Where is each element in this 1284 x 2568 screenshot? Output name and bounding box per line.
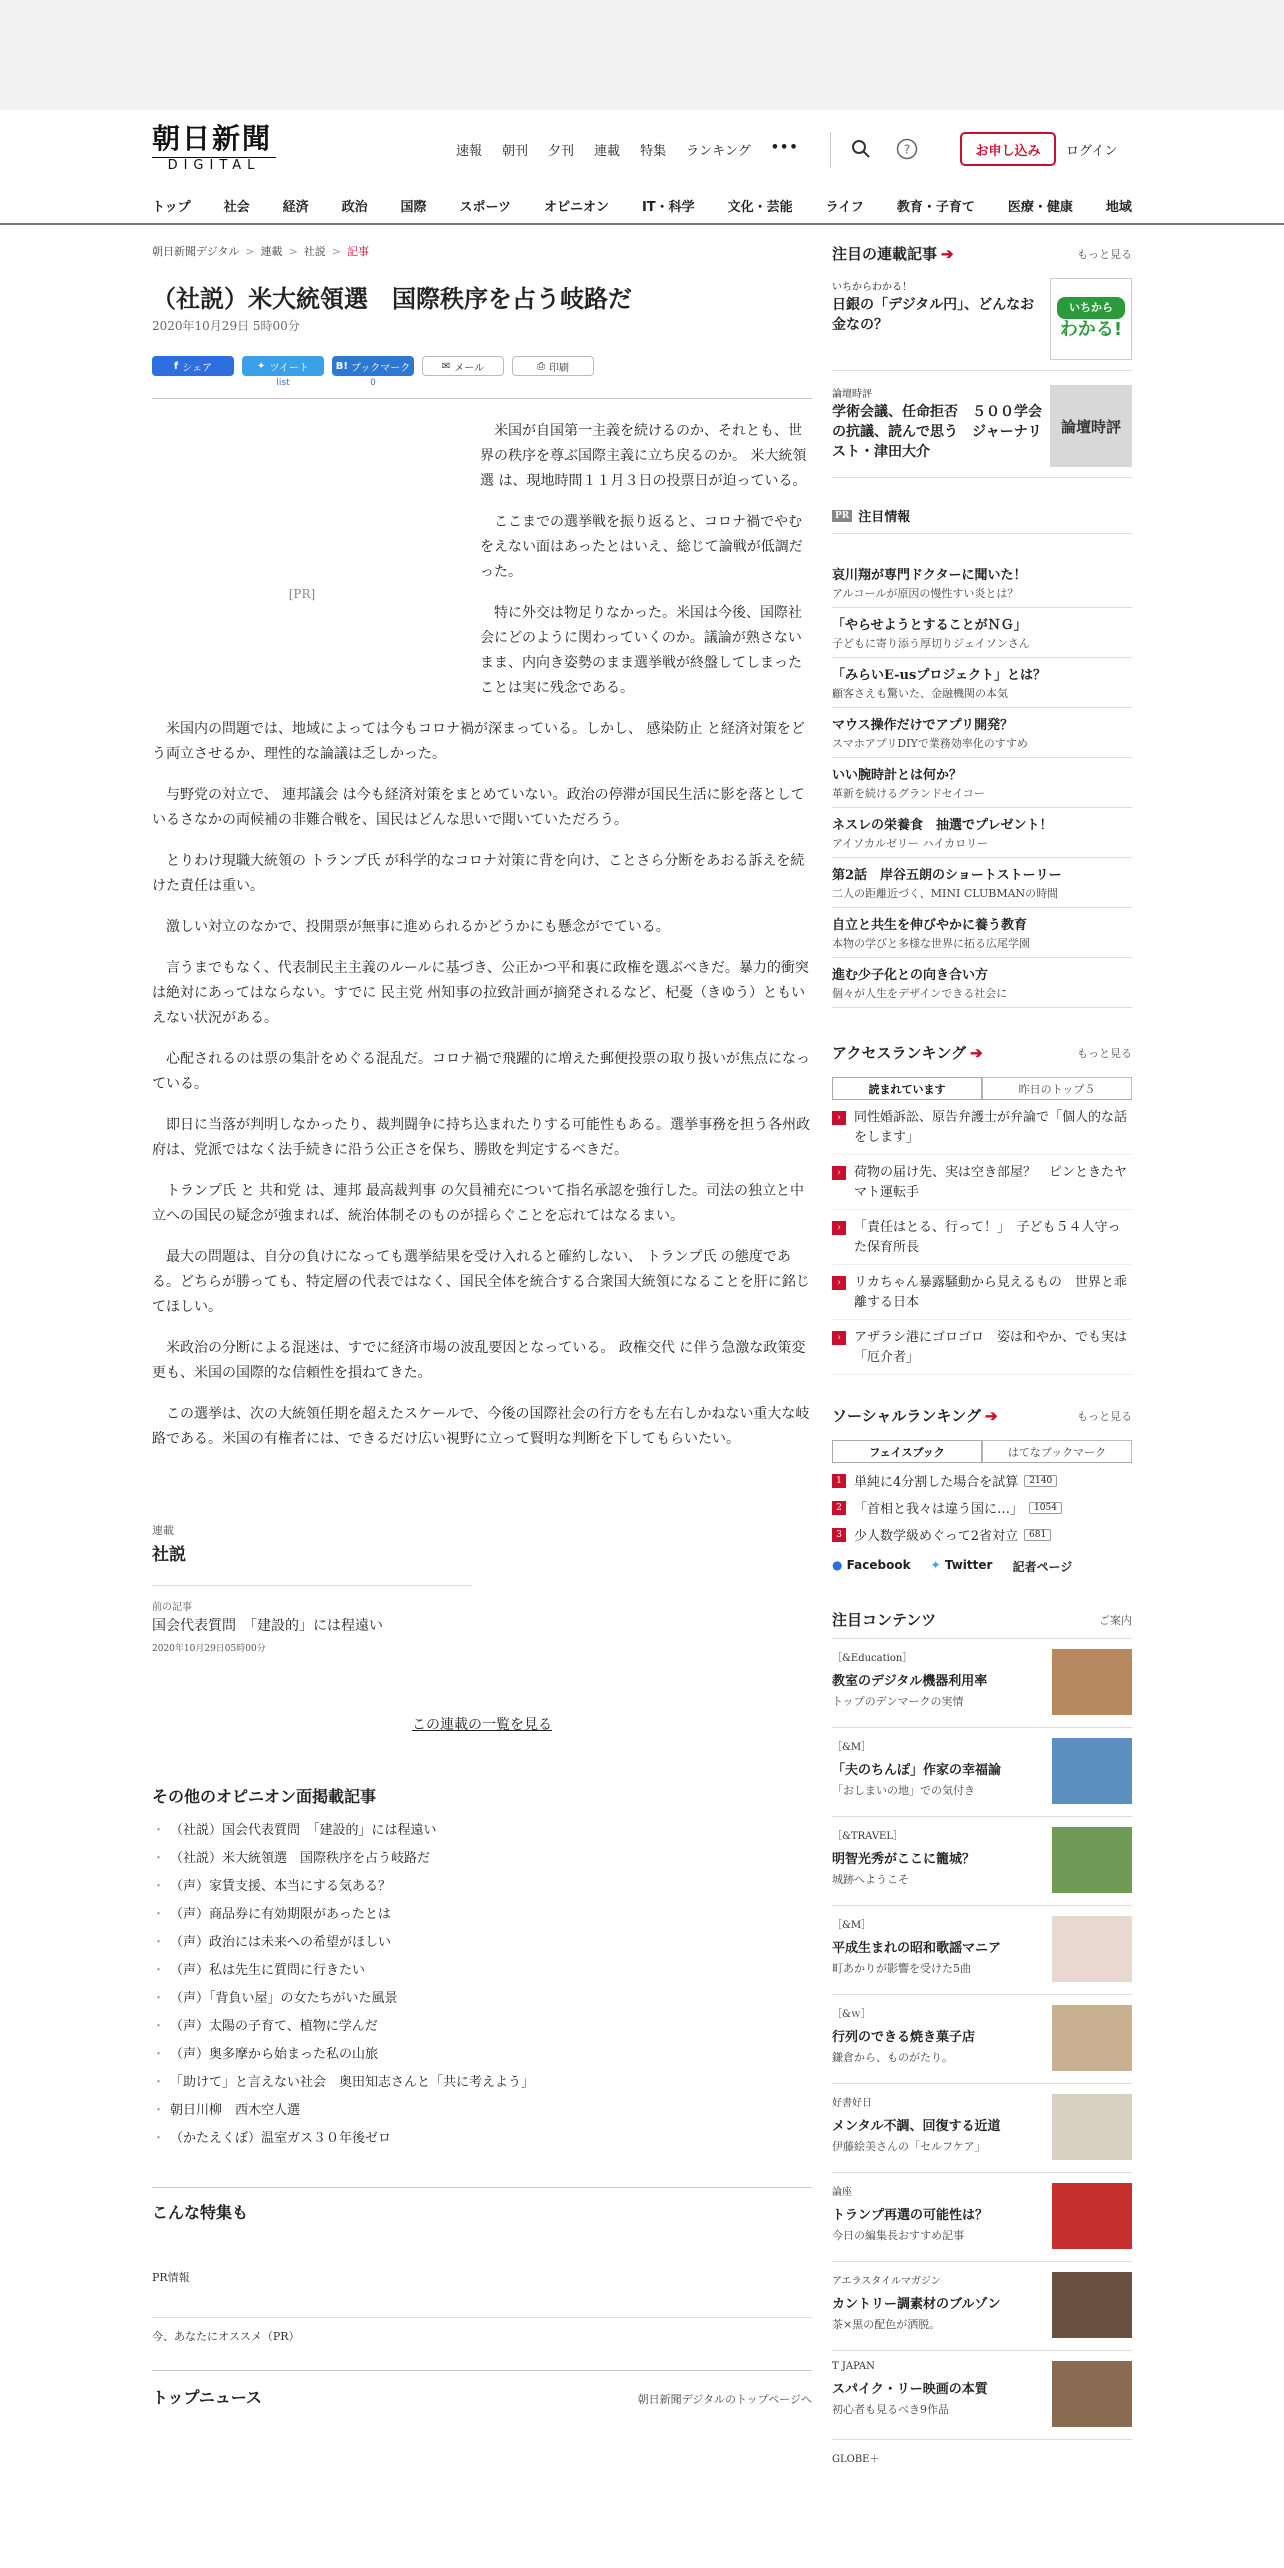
facebook-icon: f (173, 360, 179, 372)
hatena-icon: B! (335, 360, 348, 372)
cat-top[interactable]: トップ (152, 200, 191, 215)
crumb-home[interactable]: 朝日新聞デジタル (152, 245, 240, 258)
content-item[interactable]: ［&M］ 「夫のちんぽ」作家の幸福論 「おしまいの地」での気付き (832, 1728, 1132, 1817)
pr-item-title[interactable]: いい腕時計とは何か？ (832, 768, 963, 783)
list-item[interactable] (832, 1525, 1132, 1544)
rank-title[interactable]: 単純に4分割した場合を試算 (854, 1475, 1019, 1490)
content-thumbnail (1052, 1738, 1132, 1804)
rank-marker-icon: › (832, 1276, 846, 1290)
content-item[interactable]: 論座 トランプ再選の可能性は？ 今日の編集長おすすめ記事 (832, 2173, 1132, 2262)
cat-it-science[interactable]: IT・科学 (641, 200, 695, 215)
cat-economy[interactable]: 経済 (282, 200, 309, 215)
mail-share-button[interactable]: ✉ メール (422, 356, 504, 376)
pr-item-sub: 子どもに寄り添う厚切りジェイソンさん (832, 637, 1030, 650)
social-ranking-list (832, 1471, 1132, 1544)
twitter-icon: ✦ (257, 360, 266, 372)
site-header (0, 110, 1284, 225)
social-tabs (832, 1440, 1132, 1463)
list-item[interactable] (832, 1273, 1132, 1320)
reporter-page-link[interactable]: 記者ページ (1012, 1560, 1073, 1574)
list-item[interactable]: ・ （声）奥多摩から始まった私の山旅 (152, 2041, 812, 2069)
list-item[interactable]: ・ （社説）米大統領選 国際秩序を占う岐路だ (152, 1845, 812, 1873)
ad-label: [PR] (288, 586, 316, 601)
tab-hatena[interactable]: はてなブックマーク (982, 1440, 1132, 1462)
top-page-link[interactable]: 朝日新聞デジタルのトップページへ (637, 2393, 812, 2406)
list-item[interactable] (832, 1218, 1132, 1265)
cat-culture[interactable]: 文化・芸能 (727, 200, 793, 215)
contents-heading: 注目コンテンツ (832, 1611, 937, 1629)
print-button[interactable]: ⎙ 印刷 (512, 356, 594, 376)
content-item[interactable]: ［&Education］ 教室のデジタル機器利用率 トップのデンマークの実情 (832, 1639, 1132, 1728)
sidebar (832, 243, 1132, 2477)
content-thumbnail (1052, 2272, 1132, 2338)
twitter-share-button[interactable]: ✦ ツイート list (242, 356, 324, 376)
pr-item[interactable] (832, 808, 1132, 858)
prev-article-title[interactable]: 国会代表質問 「建設的」には程遠い (152, 1618, 383, 1634)
arrow-right-icon: ➔ (941, 245, 954, 263)
article-paragraph: ここまでの選挙戦を振り返ると、コロナ禍でやむをえない面はあったとはいえ、総じて論戦が低調だった。 (480, 514, 803, 580)
prev-article[interactable] (152, 1585, 472, 1654)
inline-ad[interactable] (152, 399, 452, 789)
pr-item-sub: 本物の学びと多様な世界に拓る広尾学園 (832, 937, 1030, 950)
cat-sports[interactable]: スポーツ (459, 200, 512, 215)
help-icon[interactable] (894, 136, 920, 162)
pr-item-sub: 顧客さえも驚いた、金融機関の本気 (832, 687, 1008, 700)
content-item[interactable]: T JAPAN スパイク・リー映画の本質 初心者も見るべき9作品 (832, 2351, 1132, 2440)
pr-item-title[interactable]: マウス操作だけでアプリ開発？ (832, 718, 1014, 733)
access-more-link[interactable]: もっと見る (1077, 1046, 1132, 1060)
pr-badge: PR (832, 510, 852, 522)
article-paragraph: 特に外交は物足りなかった。米国は今後、国際社会にどのように関わっていくのか。議論が熟さないまま、内向き姿勢のまま選挙戦が終盤してしまったことは実に残念である。 (480, 605, 802, 696)
content-thumbnail (1052, 2361, 1132, 2427)
rondan-jihyo-thumbnail: 論壇時評 (1050, 385, 1132, 467)
content-thumbnail (1052, 2094, 1132, 2160)
list-item[interactable]: ・ （声）「背負い屋」の女たちがいた風景 (152, 1985, 812, 2013)
tab-facebook[interactable]: フェイスブック (832, 1440, 982, 1462)
cat-society[interactable]: 社会 (223, 200, 250, 215)
cat-education[interactable]: 教育・子育て (896, 200, 975, 215)
social-links (832, 1558, 1132, 1575)
series-name[interactable]: 社説 (152, 1545, 186, 1565)
pr-item-title[interactable]: 第2話 岸谷五朗のショートストーリー (832, 868, 1062, 883)
access-ranking-list (832, 1108, 1132, 1375)
nav-yukan[interactable]: 夕刊 (548, 144, 575, 159)
pr-item[interactable] (832, 558, 1132, 608)
access-ranking-header (832, 1042, 1132, 1063)
article-paragraph: 即日に当落が判明しなかったり、裁判闘争に持ち込まれたりする可能性もある。選挙事務を担う各州政府は、党派ではなく法手続きに沿う公正さを保ち、勝敗を判定するべきだ。 (152, 1117, 810, 1158)
list-item[interactable]: ・ （かたえくぼ）温室ガス３０年後ゼロ (152, 2125, 812, 2153)
featured-item[interactable] (832, 385, 1132, 478)
pr-item-sub: 革新を続けるグランドセイコー (832, 787, 985, 800)
article-paragraph: トランプ氏 と 共和党 は、連邦 最高裁判事 の欠員補充について指名承認を強行した。司法の独立と中立への国民の疑念が強まれば、統治体制そのものが揺らぐことを忘れてはなるまい。 (152, 1183, 804, 1224)
cat-health[interactable]: 医療・健康 (1007, 200, 1073, 215)
content-thumbnail (1052, 1827, 1132, 1893)
nav-more-button[interactable]: ••• (770, 140, 799, 155)
pr-item-title[interactable]: 進む少子化との向き合い方 (832, 968, 989, 983)
pr-item[interactable] (832, 608, 1132, 658)
rank-title[interactable]: 「責任はとる、行って！」 子ども５４人守った保育所長 (854, 1220, 1121, 1255)
rank-title[interactable]: 同性婚訴訟、原告弁護士が弁論で「個人的な話をします」 (854, 1110, 1128, 1145)
nav-choukan[interactable]: 朝刊 (502, 144, 529, 159)
content-item[interactable]: ［&ｗ］ 行列のできる焼き菓子店 鎌倉から、ものがたり。 (832, 1995, 1132, 2084)
pr-item-sub: スマホアプリDIYで業務効率化のすすめ (832, 737, 1028, 750)
featured-series-heading: 注目の連載記事 (832, 245, 938, 263)
logo-text: 朝日新聞 (152, 122, 273, 155)
contents-more-link[interactable]: ご案内 (1099, 1613, 1132, 1627)
article-paragraph: 最大の問題は、自分の負けになっても選挙結果を受け入れると確約しない、 トランプ氏 の態度である。どちらが勝っても、特定層の代表ではなく、国民全体を統合する合衆国大統領になることを肝に銘じてほしい。 (152, 1249, 810, 1315)
article-paragraph: この選挙は、次の大統領任期を超えたスケールで、今後の国際社会の行方をも左右しかねない重大な岐路である。米国の有権者には、できるだけ広い視野に立って賢明な判断を下してもらいたい。 (152, 1406, 810, 1447)
featured-kicker: いちからわかる！ (832, 282, 912, 293)
pr-item-title[interactable]: 「みらいE-usプロジェクト」とは？ (832, 668, 1047, 683)
rank-marker-icon: › (832, 1111, 846, 1125)
pr-info-label: PR情報 (152, 2271, 190, 2284)
featured-item[interactable] (832, 278, 1132, 371)
special-heading: こんな特集も (152, 2187, 812, 2223)
nav-tokushu[interactable]: 特集 (640, 144, 667, 159)
header-nav (456, 140, 819, 159)
header-divider (830, 132, 831, 168)
rank-title[interactable]: 「首相と我々は違う国に…」 (854, 1502, 1024, 1517)
pr-item[interactable] (832, 758, 1132, 808)
top-news-bar (152, 2370, 812, 2408)
pr-item-title[interactable]: 自立と共生を伸びやかに養う教育 (832, 918, 1028, 933)
breadcrumb: 朝日新聞デジタル > 連載 > 社説 > 記事 (152, 245, 369, 258)
pr-item[interactable] (832, 908, 1132, 958)
content-item[interactable]: GLOBE＋ (832, 2454, 880, 2465)
pr-list (832, 558, 1132, 1008)
arrow-right-icon: ➔ (984, 1407, 998, 1425)
list-item[interactable] (832, 1471, 1132, 1490)
mail-icon: ✉ (441, 360, 451, 372)
article-paragraph: 激しい対立のなかで、投開票が無事に進められるかどうかにも懸念がでている。 (166, 919, 670, 935)
list-item[interactable] (832, 1328, 1132, 1375)
nav-sokuho[interactable]: 速報 (456, 144, 483, 159)
apply-button[interactable]: お申し込み (960, 132, 1056, 166)
rank-marker-icon: › (832, 1331, 846, 1345)
cat-life[interactable]: ライフ (825, 200, 864, 215)
category-nav (152, 196, 1132, 215)
tab-read-now[interactable]: 読まれています (832, 1077, 982, 1099)
arrow-right-icon: ➔ (970, 1044, 983, 1062)
rank-title[interactable]: 少人数学級めぐって2省対立 (854, 1529, 1019, 1544)
rank-title[interactable]: 荷物の届け先、実は空き部屋？ ピンときたヤマト運転手 (854, 1165, 1128, 1200)
rank-title[interactable]: リカちゃん暴露騒動から見えるもの 世界と乖離する日本 (854, 1275, 1127, 1310)
svg-text:?: ? (903, 142, 911, 157)
featured-series-header (832, 243, 1132, 264)
nav-ranking[interactable]: ランキング (686, 144, 751, 159)
article-paragraph: とりわけ現職大統領の トランプ氏 が科学的なコロナ対策に背を向け、ことさら分断をあおる訴えを続けた責任は重い。 (152, 853, 805, 894)
content-item[interactable]: ［&M］ 平成生まれの昭和歌謡マニア 町あかりが影響を受けた5曲 (832, 1906, 1132, 1995)
top-news-heading: トップニュース (152, 2388, 262, 2407)
content-item[interactable]: ［&TRAVEL］ 明智光秀がここに籠城？ 城跡へようこそ (832, 1817, 1132, 1906)
cat-region[interactable]: 地域 (1105, 200, 1132, 215)
list-item[interactable]: ・ （社説）国会代表質問 「建設的」には程遠い (152, 1817, 812, 1845)
pr-heading-text: 注目情報 (858, 510, 911, 525)
pr-item-sub: 二人の距離近づく、MINI CLUBMANの時間 (832, 887, 1059, 900)
contents-list (832, 1639, 1132, 2477)
rank-marker-icon: › (832, 1221, 846, 1235)
crumb-current: 記事 (347, 245, 369, 258)
list-item[interactable]: ・ （声）家賃支援、本当にする気ある？ (152, 1873, 812, 1901)
access-ranking-heading: アクセスランキング (832, 1044, 967, 1062)
content-thumbnail (1052, 2005, 1132, 2071)
rank-marker-icon: › (832, 1166, 846, 1180)
article-paragraph: 心配されるのは票の集計をめぐる混乱だ。コロナ禍で飛躍的に増えた郵便投票の取り扱いが焦点になっている。 (152, 1051, 810, 1092)
contents-header (832, 1609, 1132, 1639)
share-count-badge: 681 (1024, 1529, 1051, 1541)
hatena-count[interactable]: 0 (370, 378, 376, 388)
logo-subtext: DIGITAL (152, 157, 276, 173)
list-item[interactable]: ・ 朝日川柳 西木空人選 (152, 2097, 812, 2125)
prev-article-date: 2020年10月29日05時00分 (152, 1644, 266, 1654)
twitter-link[interactable]: ✦ Twitter (930, 1558, 993, 1572)
recommend-label: 今、あなたにオススメ（PR） (152, 2317, 812, 2344)
pr-item-title[interactable]: ネスレの栄養食 抽選でプレゼント！ (832, 818, 1053, 833)
article-column (152, 243, 812, 2408)
list-item[interactable]: ・ （声）太陽の子育て、植物に学んだ (152, 2013, 812, 2041)
list-item[interactable]: ・ （声）政治には未来への希望がほしい (152, 1929, 812, 1957)
pr-item[interactable] (832, 708, 1132, 758)
rank-number: 1 (832, 1474, 846, 1488)
pr-item-sub: アルコールが原因の慢性すい炎とは？ (832, 587, 1019, 600)
article-paragraph: 言うまでもなく、代表制民主主義のルールに基づき、公正かつ平和裏に政権を選ぶべきだ。暴力的衝突は絶対にあってはならない。すでに 民主党 州知事の拉致計画が摘発されるなど、杞憂（きゆう）ともいえない状況がある。 (152, 960, 809, 1026)
facebook-icon: ● (832, 1558, 843, 1572)
list-item[interactable]: ・ 「助けて」と言えない社会 奥田知志さんと「共に考えよう」 (152, 2069, 812, 2097)
list-item[interactable] (832, 1108, 1132, 1155)
twitter-icon: ✦ (930, 1558, 941, 1572)
share-count-badge: 1054 (1029, 1502, 1062, 1514)
article-paragraph: 与野党の対立で、 連邦議会 は今も経済対策をまとめていない。政治の停滞が国民生活に影を落としているさなかの両候補の非難合戦を、国民はどんな思いで聞いていただろう。 (152, 787, 805, 828)
pr-item[interactable] (832, 658, 1132, 708)
content-thumbnail (1052, 1649, 1132, 1715)
cat-international[interactable]: 国際 (400, 200, 427, 215)
list-item[interactable]: ・ （声）私は先生に質問に行きたい (152, 1957, 812, 1985)
access-tabs (832, 1077, 1132, 1100)
article-paragraph: 米政治の分断による混迷は、すでに経済市場の波乱要因となっている。 政権交代 に伴う急激な政策変更も、米国の国際的な信頼性を損ねてきた。 (152, 1340, 806, 1381)
article-paragraph: 米国が自国第一主義を続けるのか、それとも、世界の秩序を尊ぶ国際主義に立ち戻るのか。 米大統領選 は、現地時間１１月３日の投票日が迫っている。 (480, 423, 807, 489)
content-item[interactable]: 好書好日 メンタル不調、回復する近道 伊藤絵美さんの「セルフケア」 (832, 2084, 1132, 2173)
login-link[interactable]: ログイン (1066, 144, 1118, 159)
share-bar (152, 356, 812, 388)
hatena-bookmark-button[interactable]: B! ブックマーク 0 (332, 356, 414, 376)
list-item[interactable] (832, 1163, 1132, 1210)
pr-heading (832, 506, 1132, 534)
rank-number: 2 (832, 1501, 846, 1515)
social-more-link[interactable]: もっと見る (1077, 1409, 1132, 1423)
crumb-shasetsu[interactable]: 社説 (303, 245, 326, 258)
nav-rensai[interactable]: 連載 (594, 144, 621, 159)
series-see-all-link[interactable]: この連載の一覧を見る (412, 1717, 552, 1733)
site-logo[interactable] (152, 122, 280, 173)
print-icon: ⎙ (537, 360, 545, 372)
share-count-badge: 2140 (1024, 1475, 1057, 1487)
content-thumbnail (1052, 1916, 1132, 1982)
pr-item[interactable] (832, 958, 1132, 1008)
cat-opinion[interactable]: オピニオン (543, 200, 609, 215)
prev-article-label: 前の記事 (152, 1602, 192, 1613)
content-thumbnail (1052, 2183, 1132, 2249)
tab-yesterday-top5[interactable]: 昨日のトップ５ (982, 1077, 1132, 1099)
other-articles-list (152, 1817, 812, 2153)
pr-item-sub: アイソカルゼリー ハイカロリー (832, 837, 989, 850)
facebook-share-button[interactable]: f シェア (152, 356, 234, 376)
featured-title[interactable]: 学術会議、任命拒否 ５００学会の抗議、読んで思う ジャーナリスト・津田大介 (832, 404, 1042, 460)
pr-item-title[interactable]: 「やらせようとすることがＮＧ」 (832, 618, 1027, 633)
featured-title[interactable]: 日銀の「デジタル円」、どんなお金なの？ (832, 297, 1035, 333)
cat-politics[interactable]: 政治 (341, 200, 368, 215)
social-ranking-heading: ソーシャルランキング (832, 1407, 981, 1425)
twitter-count[interactable]: list (276, 378, 290, 388)
search-icon[interactable] (848, 136, 874, 162)
facebook-link[interactable]: ● Facebook (832, 1558, 911, 1572)
series-label: 連載 (152, 1524, 174, 1537)
content-item[interactable]: アエラスタイルマガジン カントリー調素材のブルゾン 茶×黒の配色が洒脱。 (832, 2262, 1132, 2351)
article-paragraph: 米国内の問題では、地域によっては今もコロナ禍が深まっている。しかし、 感染防止 と経済対策をどう両立させるか、理性的な論議は乏しかった。 (152, 721, 805, 762)
pr-item[interactable] (832, 858, 1132, 908)
pr-item-sub: 個々が人生をデザインできる社会に (832, 987, 1008, 1000)
featured-kicker: 論壇時評 (832, 389, 872, 400)
crumb-rensai[interactable]: 連載 (260, 245, 283, 258)
other-articles-heading: その他のオピニオン面掲載記事 (152, 1787, 377, 1806)
ichikara-wakaru-thumbnail: いちから わかる! (1050, 278, 1132, 360)
top-ad-band (0, 0, 1284, 110)
pr-item-title[interactable]: 哀川翔が専門ドクターに聞いた！ (832, 568, 1027, 583)
list-item[interactable] (832, 1498, 1132, 1517)
article-body (152, 419, 812, 1452)
rank-title[interactable]: アザラシ港にゴロゴロ 姿は和やか、でも実は「厄介者」 (854, 1330, 1128, 1365)
list-item[interactable]: ・ （声）商品券に有効期限があったとは (152, 1901, 812, 1929)
featured-more-link[interactable]: もっと見る (1077, 247, 1132, 261)
rank-number: 3 (832, 1528, 846, 1542)
article-date: 2020年10月29日 5時00分 (152, 319, 300, 333)
social-ranking-header (832, 1405, 1132, 1426)
article-title: （社説）米大統領選 国際秩序を占う岐路だ (152, 284, 632, 313)
